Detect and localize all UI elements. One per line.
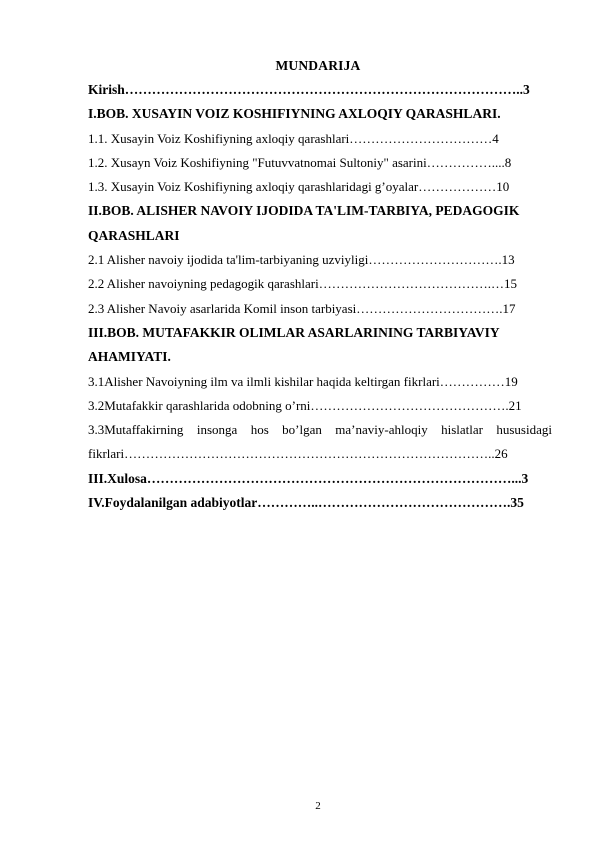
toc-entry: IV.Foydalanilgan adabiyotlar…………..…………………………………….35 [88, 495, 524, 511]
toc-entry: III.BOB. MUTAFAKKIR OLIMLAR ASARLARINING TARBIYAVIY [88, 324, 500, 340]
toc-entry: Kirish……………………………………………………………………………..3 [88, 82, 530, 97]
table-of-contents [88, 78, 552, 515]
page-title: MUNDARIJA [275, 58, 361, 73]
toc-entry: 3.1Alisher Navoiyning ilm va ilmli kishilar haqida keltirgan fikrlari……………19 [88, 373, 518, 389]
toc-entry: AHAMIYATI. [88, 349, 171, 365]
toc-entry: 1.1. Xusayin Voiz Koshifiyning axloqiy qarashlari……………………………4 [88, 130, 499, 146]
toc-entry: fikrlari…………………………………………………………………………..26 [88, 446, 508, 462]
toc-entry: I.BOB. XUSAYIN VOIZ KOSHIFIYNING AXLOQIY QARASHLARI. [88, 106, 501, 122]
toc-entry: 3.3Mutaffakirning insonga hos bo’lgan ma’naviy-ahloqiy hislatlar hususidagi [88, 422, 552, 438]
toc-entry: III.Xulosa………………………………………………………………………...3 [88, 470, 529, 486]
toc-entry: 2.3 Alisher Navoiy asarlarida Komil inson tarbiyasi…………………………….17 [88, 300, 516, 316]
toc-entry: 3.2Mutafakkir qarashlarida odobning o’rni……………………………………….21 [88, 397, 522, 413]
toc-entry: II.BOB. ALISHER NAVOIY IJODIDA TA'LIM-TARBIYA, PEDAGOGIK [88, 203, 520, 219]
toc-entry: 1.3. Xusayin Voiz Koshifiyning axloqiy qarashlaridagi g’oyalar………………10 [88, 179, 510, 195]
toc-entry: 2.1 Alisher navoiy ijodida ta'lim-tarbiyaning uzviyligi………………………….13 [88, 252, 515, 268]
toc-entry: 2.2 Alisher navoiyning pedagogik qarashlari………………………………….…15 [88, 276, 517, 292]
toc-entry: 1.2. Xusayn Voiz Koshifiyning "Futuvvatnomai Sultoniy" asarini……………....8 [88, 154, 512, 170]
toc-entry: QARASHLARI [88, 227, 180, 243]
page-number: 2 [315, 800, 321, 812]
